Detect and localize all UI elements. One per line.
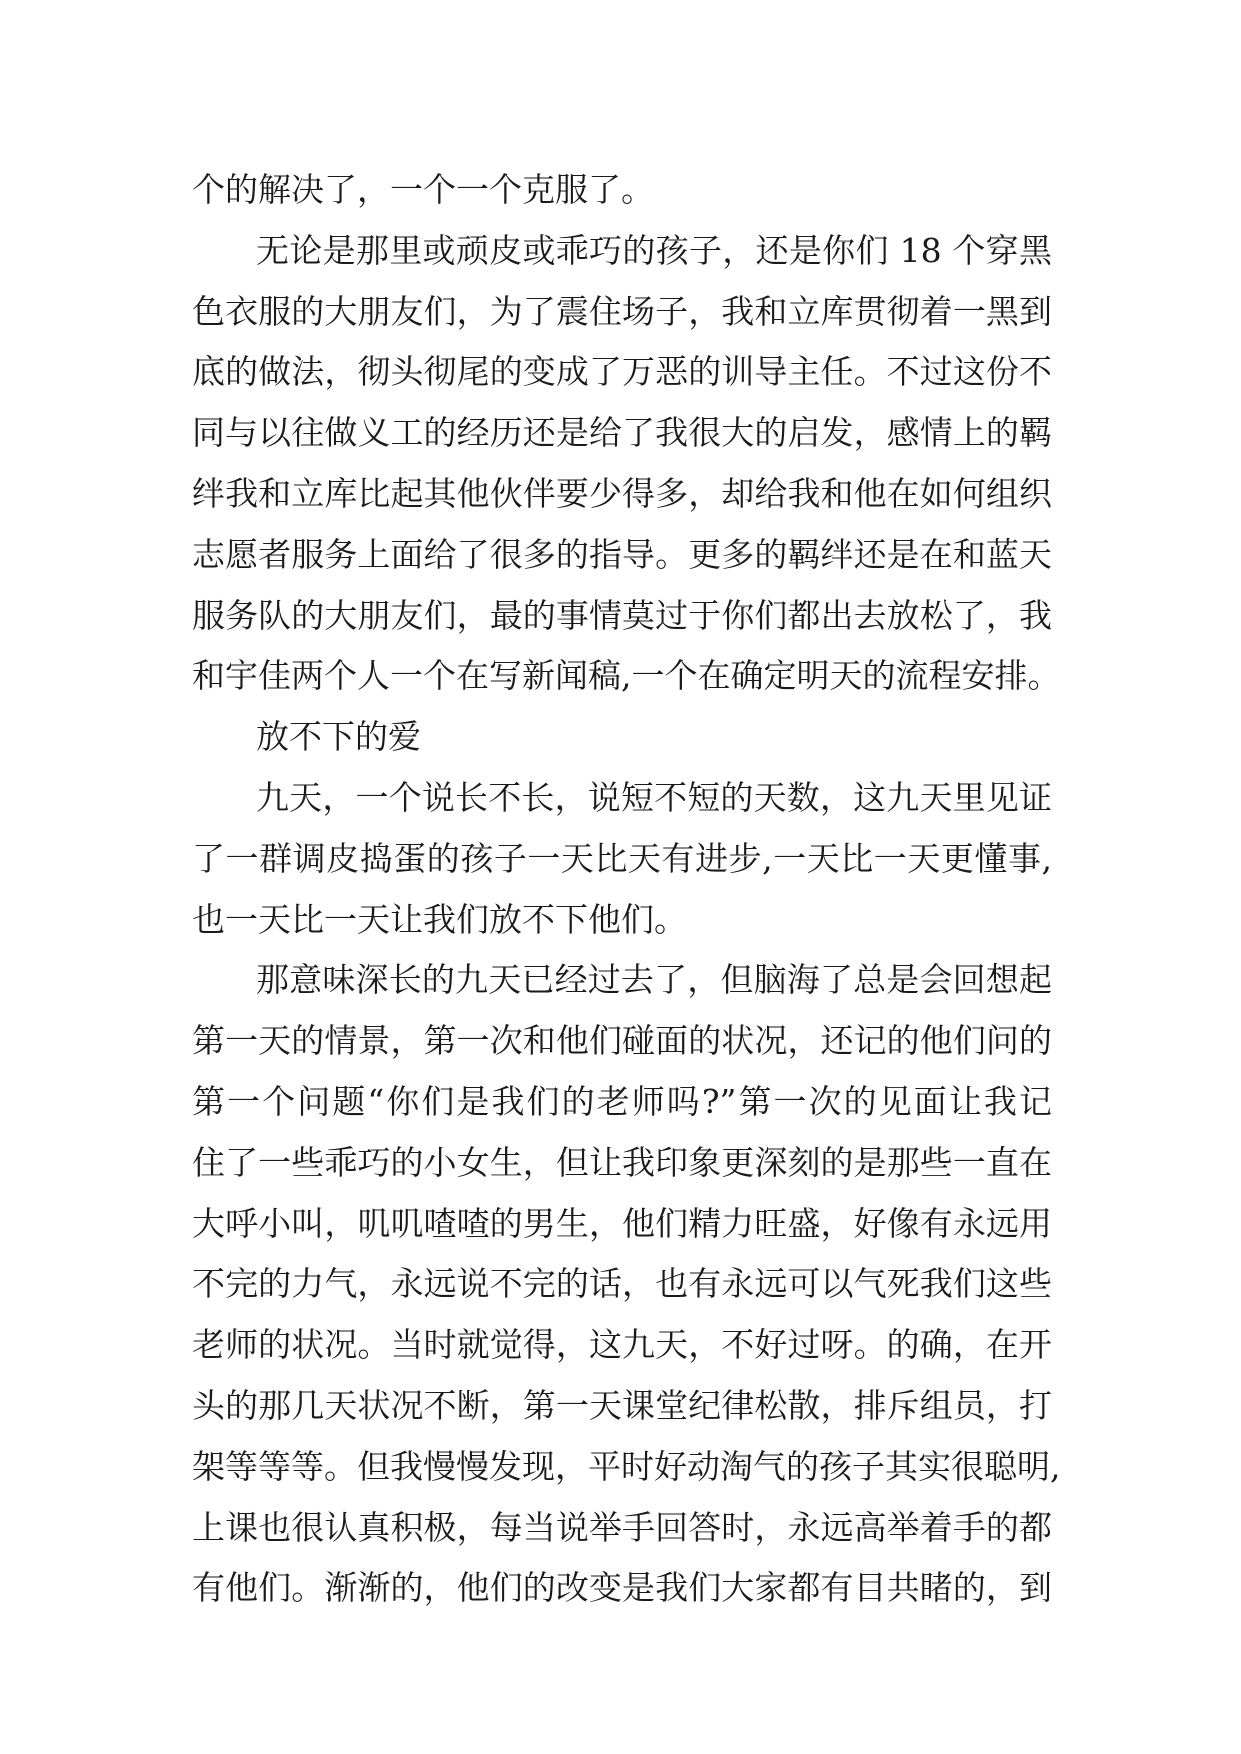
paragraph-line: 九天，一个说长不长，说短不短的天数，这九天里见证 [256, 777, 1052, 817]
paragraph-line: 不完的力气，永远说不完的话，也有永远可以气死我们这些 [192, 1264, 1052, 1304]
paragraph-line: 那意味深长的九天已经过去了，但脑海了总是会回想起 [256, 960, 1052, 1000]
paragraph-line: 大呼小叫，叽叽喳喳的男生，他们精力旺盛，好像有永远用 [192, 1203, 1052, 1243]
paragraph-line: 老师的状况。当时就觉得，这九天，不好过呀。的确，在开 [192, 1325, 1052, 1365]
paragraph-line: 底的做法，彻头彻尾的变成了万恶的训导主任。不过这份不 [192, 352, 1052, 392]
paragraph-line: 上课也很认真积极，每当说举手回答时，永远高举着手的都 [192, 1507, 1052, 1547]
paragraph-line: 住了一些乖巧的小女生，但让我印象更深刻的是那些一直在 [192, 1142, 1052, 1182]
paragraph-line: 头的那几天状况不断，第一天课堂纪律松散，排斥组员，打 [192, 1385, 1052, 1425]
paragraph-line: 架等等等。但我慢慢发现，平时好动淘气的孩子其实很聪明, [192, 1446, 1061, 1486]
paragraph-line: 第一个问题“你们是我们的老师吗?”第一次的见面让我记 [192, 1081, 1052, 1121]
paragraph-line: 个的解决了，一个一个克服了。 [192, 170, 654, 209]
paragraph-line: 服务队的大朋友们，最的事情莫过于你们都出去放松了，我 [192, 595, 1052, 635]
paragraph-line: 志愿者服务上面给了很多的指导。更多的羁绊还是在和蓝天 [192, 534, 1052, 574]
paragraph-line: 无论是那里或顽皮或乖巧的孩子，还是你们 18 个穿黑 [256, 230, 1052, 270]
paragraph-line: 第一天的情景，第一次和他们碰面的状况，还记的他们问的 [192, 1021, 1052, 1061]
paragraph-line: 也一天比一天让我们放不下他们。 [192, 899, 687, 939]
paragraph-line: 和宇佳两个人一个在写新闻稿,一个在确定明天的流程安排。 [192, 656, 1061, 696]
paragraph-line: 色衣服的大朋友们，为了震住场子，我和立库贯彻着一黑到 [192, 291, 1052, 331]
paragraph-line: 了一群调皮捣蛋的孩子一天比天有进步,一天比一天更懂事, [192, 838, 1052, 878]
paragraph-line: 有他们。渐渐的，他们的改变是我们大家都有目共睹的，到 [192, 1568, 1052, 1608]
paragraph-line: 同与以往做义工的经历还是给了我很大的启发，感情上的羁 [192, 413, 1052, 453]
section-heading: 放不下的爱 [256, 717, 421, 757]
document-body [192, 160, 1061, 1619]
paragraph-line: 绊我和立库比起其他伙伴要少得多，却给我和他在如何组织 [192, 473, 1052, 513]
